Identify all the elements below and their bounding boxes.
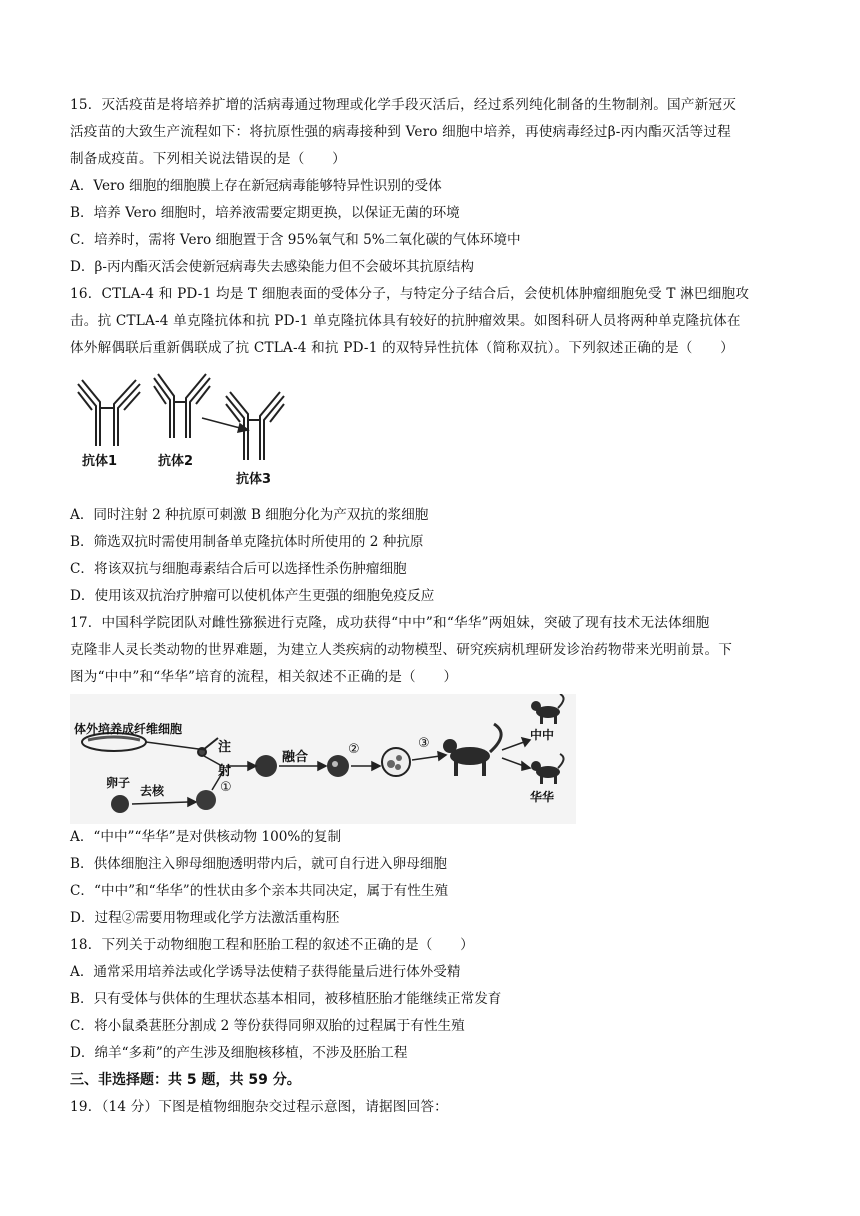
question-17: [70, 610, 792, 932]
surrogate-monkey-icon: [443, 724, 501, 776]
question-19-stem-line: 19．（14 分）下图是植物细胞杂交过程示意图，请据图回答：: [70, 1099, 448, 1115]
fused-cell-icon: [327, 755, 349, 777]
arrow-icon: [146, 742, 206, 750]
question-16-option-a: A．同时注射 2 种抗原可刺激 B 细胞分化为产双抗的浆细胞: [70, 507, 429, 523]
question-18: [70, 932, 792, 1067]
question-16-option-d: D．使用该双抗治疗肿瘤可以使机体产生更强的细胞免疫反应: [70, 588, 435, 604]
culture-label: 体外培养成纤维细胞: [74, 722, 183, 736]
inject-label-2: 射: [218, 764, 232, 779]
fusion-label: 融合: [282, 750, 309, 765]
injection-needle-icon: [198, 738, 218, 756]
question-18-stem-line: 18．下列关于动物细胞工程和胚胎工程的叙述不正确的是（ ）: [70, 937, 474, 953]
question-16-option-b: B．筛选双抗时需使用制备单克隆抗体时所使用的 2 种抗原: [70, 534, 424, 550]
question-15-option-a: A．Vero 细胞的细胞膜上存在新冠病毒能够特异性识别的受体: [70, 178, 442, 194]
question-16-option-c: C．将该双抗与细胞毒素结合后可以选择性杀伤肿瘤细胞: [70, 561, 407, 577]
question-16-stem-line: 击。抗 CTLA-4 单克隆抗体和抗 PD-1 单克隆抗体具有较好的抗肿瘤效果。如图科研人员将两种单克隆抗体在: [70, 313, 741, 329]
question-18-option-c: C．将小鼠桑葚胚分割成 2 等份获得同卵双胎的过程属于有性生殖: [70, 1018, 465, 1034]
arrow-icon: [412, 752, 446, 760]
question-18-option-b: B．只有受体与供体的生理状态基本相同，被移植胚胎才能继续正常发育: [70, 991, 502, 1007]
question-16-stem-line: 体外解偶联后重新偶联成了抗 CTLA-4 和抗 PD-1 的双特异性抗体（简称双抗）。下列叙述正确的是（ ）: [70, 340, 734, 356]
cloning-flow-figure: [70, 694, 576, 824]
question-17-stem-line: 17．中国科学院团队对雌性猕猴进行克隆，成功获得“中中”和“华华”两姐妹，突破了现有技术无法体细胞: [70, 615, 710, 631]
step-3-label: ③: [418, 736, 430, 751]
arrow-icon: [202, 418, 248, 432]
egg-label: 卵子: [106, 776, 131, 790]
embryo-icon: [382, 748, 410, 776]
question-17-option-a: A．“中中”“华华”是对供核动物 100%的复制: [70, 829, 342, 845]
question-15-stem-line: 制备成疫苗。下列相关说法错误的是（ ）: [70, 151, 346, 167]
question-16-stem-line: 16．CTLA-4 和 PD-1 均是 T 细胞表面的受体分子，与特定分子结合后，会使机体肿瘤细胞免受 T 淋巴细胞攻: [70, 286, 750, 302]
antibody-2-label: 抗体2: [158, 454, 194, 469]
arrow-icon: [351, 762, 380, 770]
injected-cell-icon: [255, 755, 277, 777]
step-2-label: ②: [348, 742, 360, 757]
question-17-option-b: B．供体细胞注入卵母细胞透明带内后，就可自行进入卵母细胞: [70, 856, 448, 872]
exam-page: [70, 92, 792, 1121]
question-15-option-d: D．β-丙内酯灭活会使新冠病毒失去感染能力但不会破坏其抗原结构: [70, 259, 474, 275]
arrow-icon: [502, 738, 530, 770]
antibody-3-label: 抗体3: [236, 472, 272, 487]
question-16: [70, 281, 792, 610]
zhongzhong-monkey-icon: [531, 694, 564, 724]
inject-label-1: 注: [218, 740, 232, 755]
question-18-option-a: A．通常采用培养法或化学诱导法使精子获得能量后进行体外受精: [70, 964, 461, 980]
zhongzhong-label: 中中: [530, 728, 555, 742]
question-15-option-c: C．培养时，需将 Vero 细胞置于含 95%氧气和 5%二氧化碳的气体环境中: [70, 232, 521, 248]
huahua-label: 华华: [530, 790, 555, 804]
arrow-icon: [132, 798, 196, 806]
question-15-option-b: B．培养 Vero 细胞时，培养液需要定期更换，以保证无菌的环境: [70, 205, 460, 221]
question-17-stem-line: 图为“中中”和“华华”培育的流程，相关叙述不正确的是（ ）: [70, 669, 458, 685]
egg-cell-icon: [111, 795, 129, 813]
step-1-label: ①: [220, 780, 232, 795]
huahua-monkey-icon: [531, 754, 564, 784]
question-15-stem-line: 15．灭活疫苗是将培养扩增的活病毒通过物理或化学手段灭活后，经过系列纯化制备的生物制剂。国产新冠灭: [70, 97, 736, 113]
question-17-option-d: D．过程②需要用物理或化学方法激活重构胚: [70, 910, 340, 926]
section-3-title: 三、非选择题：共 5 题，共 59 分。: [70, 1072, 301, 1088]
antibody-figure: [70, 364, 792, 502]
antibody-2-icon: [154, 374, 210, 438]
antibody-1-icon: [78, 380, 140, 446]
question-17-stem-line: 克隆非人灵长类动物的世界难题，为建立人类疾病的动物模型、研究疾病机理研发诊治药物带来光明前景。下: [70, 642, 733, 658]
question-18-option-d: D．绵羊“多莉”的产生涉及细胞核移植，不涉及胚胎工程: [70, 1045, 408, 1061]
cloning-flow-diagram: [70, 694, 576, 824]
question-15-stem-line: 活疫苗的大致生产流程如下：将抗原性强的病毒接种到 Vero 细胞中培养，再使病毒经过β-丙内酯灭活等过程: [70, 124, 731, 140]
question-15: [70, 92, 792, 281]
question-17-option-c: C．“中中”和“华华”的性状由多个亲本共同决定，属于有性生殖: [70, 883, 449, 899]
antibody-1-label: 抗体1: [82, 454, 118, 469]
enucleated-egg-icon: [196, 790, 216, 810]
enucleate-label: 去核: [140, 784, 165, 798]
